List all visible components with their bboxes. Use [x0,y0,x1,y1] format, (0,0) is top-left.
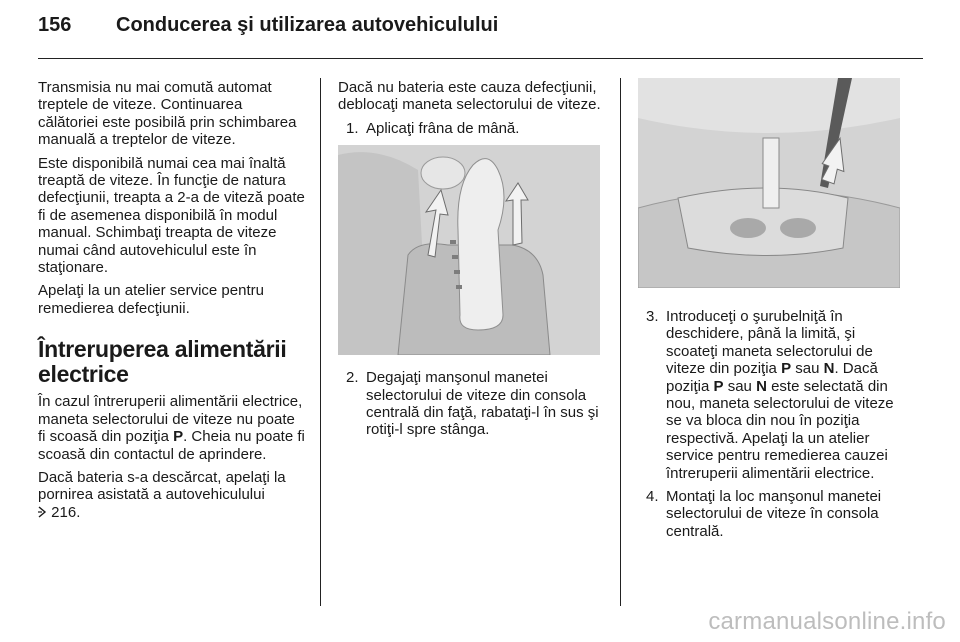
column-divider-1 [320,78,321,606]
paragraph: Este disponibilă numai cea mai înaltă treaptă de viteze. În funcţie de natura defecţiunii, treapta a 2-a de viteză poate fi de asemenea disponibilă în modul manual. Schimbaţi treapta de viteze numai când autovehiculul este în staţionare. [38,154,305,277]
header-rule [38,58,923,59]
gear-selector-illustration [338,145,600,355]
paragraph: Dacă nu bateria este cauza defecţiunii, deblocaţi maneta selectorului de viteze. [338,79,601,114]
paragraph: În cazul întreruperii alimentării electrice, maneta selectorului de viteze nu poate fi scoasă din poziţia P. Cheia nu poate fi scoasă din contactul de aprindere. [38,393,305,463]
page-reference[interactable]: 216. [38,504,80,521]
chapter-title: Conducerea şi utilizarea autovehiculului [116,14,499,36]
column-2 [338,79,604,445]
column-1 [38,79,306,527]
list-item: 4. Montaţi la loc manşonul manetei selectorului de viteze în consola centrală. [646,488,882,540]
paragraph: Apelaţi la un atelier service pentru remedierea defecţiunii. [38,282,264,317]
list-item: 1. Aplicaţi frâna de mână. [346,119,520,137]
paragraph: Transmisia nu mai comută automat treptele de viteze. Continuarea călătoriei este posibilă prin schimbarea manuală a treptelor de viteze. [38,79,297,149]
list-item: 2. Degajaţi manşonul manetei selectorului de viteze din consola centrală din faţă, rabataţi-l în sus şi rotiţi-l spre stânga. [346,369,599,439]
arrow-reference-icon [38,506,47,518]
section-heading: Întreruperea alimentării electrice [38,336,287,388]
column-3 [638,79,904,546]
paragraph: Dacă bateria s-a descărcat, apelaţi la pornirea asistată a autovehiculului 216. [38,468,286,521]
list-item: 3. Introduceţi o şurubelniţă în deschidere, până la limită, şi scoateţi maneta selectorului de viteze din poziţia P sau N. Dacă poziţia P sau N este selectată din nou, maneta selectorului de viteze se va bloca din nou în poziţia respectivă. Apelaţi la un atelier service pentru remedierea cauzei întreruperii alimentării electrice. [646,308,894,482]
page-header [38,14,498,44]
column-divider-2 [620,78,621,606]
screwdriver-release-illustration [638,78,900,288]
watermark: carmanualsonline.info [708,608,946,635]
page-number: 156 [38,14,72,36]
